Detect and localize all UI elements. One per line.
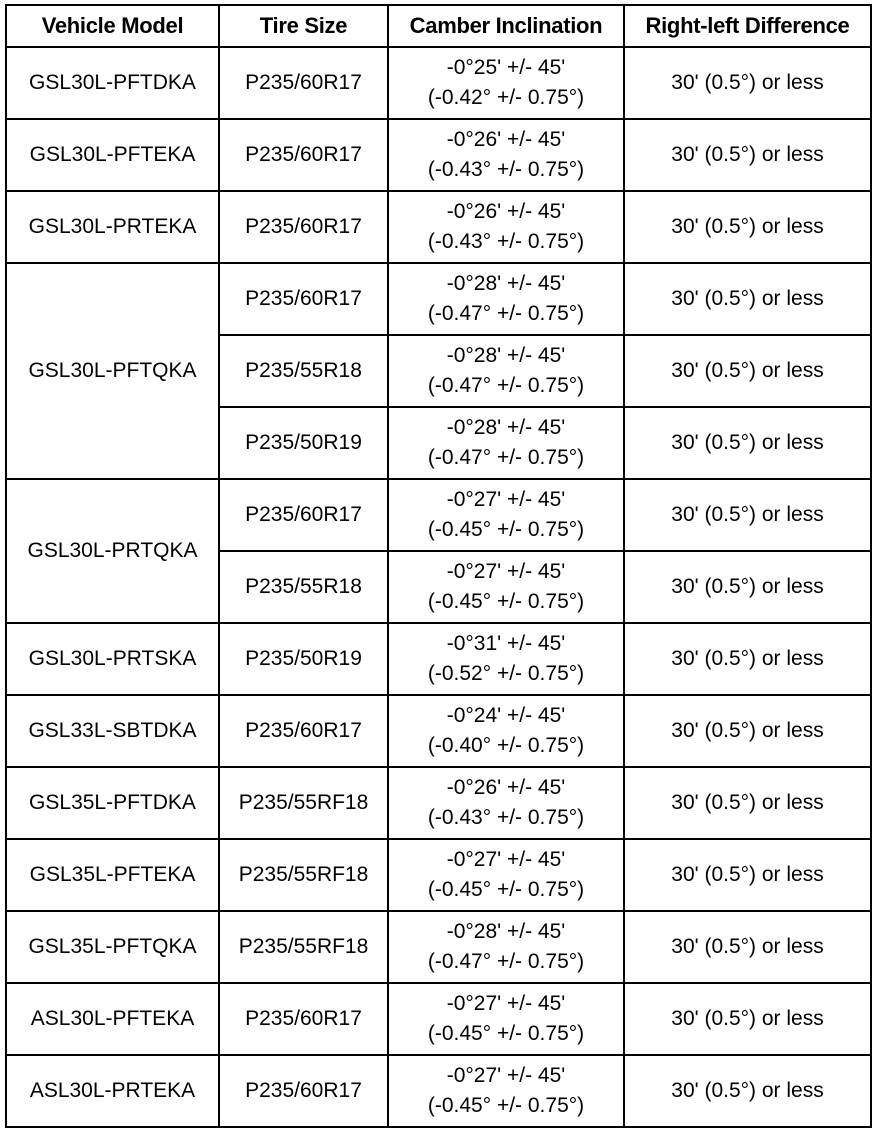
- camber-degrees: (-0.47° +/- 0.75°): [427, 302, 585, 325]
- difference-cell: 30' (0.5°) or less: [624, 623, 871, 695]
- difference-cell: 30' (0.5°) or less: [624, 911, 871, 983]
- header-row: [6, 5, 871, 47]
- tire-size-cell: P235/60R17: [219, 119, 388, 191]
- camber-minutes: -0°27' +/- 45': [446, 1064, 566, 1087]
- header-camber-inclination: Camber Inclination: [388, 5, 624, 47]
- camber-degrees: (-0.45° +/- 0.75°): [427, 1094, 585, 1117]
- difference-cell: 30' (0.5°) or less: [624, 551, 871, 623]
- table-row: [6, 47, 871, 119]
- difference-cell: 30' (0.5°) or less: [624, 119, 871, 191]
- camber-cell: [388, 1055, 624, 1127]
- camber-cell: [388, 695, 624, 767]
- camber-minutes: -0°27' +/- 45': [446, 560, 566, 583]
- camber-minutes: -0°28' +/- 45': [446, 344, 566, 367]
- vehicle-model-cell: GSL35L-PFTQKA: [6, 911, 219, 983]
- difference-cell: 30' (0.5°) or less: [624, 767, 871, 839]
- camber-cell: [388, 839, 624, 911]
- camber-degrees: (-0.52° +/- 0.75°): [427, 662, 585, 685]
- table-row: [6, 839, 871, 911]
- camber-degrees: (-0.42° +/- 0.75°): [427, 86, 585, 109]
- difference-cell: 30' (0.5°) or less: [624, 335, 871, 407]
- header-right-left-difference: Right-left Difference: [624, 5, 871, 47]
- table-row: [6, 119, 871, 191]
- camber-cell: [388, 47, 624, 119]
- vehicle-model-cell: GSL35L-PFTDKA: [6, 767, 219, 839]
- camber-cell: [388, 767, 624, 839]
- camber-cell: [388, 623, 624, 695]
- table-row: [6, 767, 871, 839]
- camber-degrees: (-0.43° +/- 0.75°): [427, 158, 585, 181]
- table-row: [6, 623, 871, 695]
- camber-degrees: (-0.47° +/- 0.75°): [427, 374, 585, 397]
- camber-minutes: -0°27' +/- 45': [446, 848, 566, 871]
- header-vehicle-model: Vehicle Model: [6, 5, 219, 47]
- camber-minutes: -0°28' +/- 45': [446, 272, 566, 295]
- tire-size-cell: P235/60R17: [219, 983, 388, 1055]
- camber-spec-table: [5, 4, 872, 1128]
- table-row: [6, 191, 871, 263]
- tire-size-cell: P235/60R17: [219, 479, 388, 551]
- tire-size-cell: P235/60R17: [219, 1055, 388, 1127]
- vehicle-model-cell: GSL35L-PFTEKA: [6, 839, 219, 911]
- tire-size-cell: P235/55RF18: [219, 839, 388, 911]
- camber-degrees: (-0.45° +/- 0.75°): [427, 878, 585, 901]
- table-row: [6, 479, 871, 551]
- vehicle-model-cell: GSL30L-PRTSKA: [6, 623, 219, 695]
- camber-degrees: (-0.45° +/- 0.75°): [427, 1022, 585, 1045]
- header-tire-size: Tire Size: [219, 5, 388, 47]
- vehicle-model-cell: GSL30L-PFTQKA: [6, 263, 219, 479]
- difference-cell: 30' (0.5°) or less: [624, 1055, 871, 1127]
- tire-size-cell: P235/55RF18: [219, 767, 388, 839]
- table-row: [6, 983, 871, 1055]
- tire-size-cell: P235/60R17: [219, 263, 388, 335]
- camber-cell: [388, 407, 624, 479]
- tire-size-cell: P235/55R18: [219, 335, 388, 407]
- camber-minutes: -0°28' +/- 45': [446, 920, 566, 943]
- difference-cell: 30' (0.5°) or less: [624, 695, 871, 767]
- camber-degrees: (-0.45° +/- 0.75°): [427, 518, 585, 541]
- camber-degrees: (-0.43° +/- 0.75°): [427, 806, 585, 829]
- camber-minutes: -0°31' +/- 45': [446, 632, 566, 655]
- table-header: [6, 5, 871, 47]
- tire-size-cell: P235/60R17: [219, 695, 388, 767]
- tire-size-cell: P235/50R19: [219, 407, 388, 479]
- camber-cell: [388, 335, 624, 407]
- vehicle-model-cell: ASL30L-PFTEKA: [6, 983, 219, 1055]
- vehicle-model-cell: GSL30L-PFTDKA: [6, 47, 219, 119]
- camber-minutes: -0°26' +/- 45': [446, 128, 566, 151]
- difference-cell: 30' (0.5°) or less: [624, 479, 871, 551]
- camber-minutes: -0°28' +/- 45': [446, 416, 566, 439]
- camber-minutes: -0°26' +/- 45': [446, 200, 566, 223]
- difference-cell: 30' (0.5°) or less: [624, 47, 871, 119]
- camber-cell: [388, 263, 624, 335]
- table-row: [6, 263, 871, 335]
- table-row: [6, 1055, 871, 1127]
- table-body: [6, 47, 871, 1127]
- camber-degrees: (-0.40° +/- 0.75°): [427, 734, 585, 757]
- camber-minutes: -0°24' +/- 45': [446, 704, 566, 727]
- camber-minutes: -0°26' +/- 45': [446, 776, 566, 799]
- camber-cell: [388, 983, 624, 1055]
- camber-minutes: -0°27' +/- 45': [446, 488, 566, 511]
- camber-minutes: -0°27' +/- 45': [446, 992, 566, 1015]
- vehicle-model-cell: GSL30L-PRTEKA: [6, 191, 219, 263]
- vehicle-model-cell: ASL30L-PRTEKA: [6, 1055, 219, 1127]
- camber-cell: [388, 191, 624, 263]
- table-row: [6, 911, 871, 983]
- camber-cell: [388, 551, 624, 623]
- camber-cell: [388, 911, 624, 983]
- difference-cell: 30' (0.5°) or less: [624, 263, 871, 335]
- camber-degrees: (-0.43° +/- 0.75°): [427, 230, 585, 253]
- tire-size-cell: P235/60R17: [219, 47, 388, 119]
- tire-size-cell: P235/55R18: [219, 551, 388, 623]
- vehicle-model-cell: GSL33L-SBTDKA: [6, 695, 219, 767]
- difference-cell: 30' (0.5°) or less: [624, 839, 871, 911]
- camber-cell: [388, 119, 624, 191]
- camber-minutes: -0°25' +/- 45': [446, 56, 566, 79]
- difference-cell: 30' (0.5°) or less: [624, 983, 871, 1055]
- camber-degrees: (-0.47° +/- 0.75°): [427, 950, 585, 973]
- tire-size-cell: P235/60R17: [219, 191, 388, 263]
- camber-degrees: (-0.45° +/- 0.75°): [427, 590, 585, 613]
- camber-cell: [388, 479, 624, 551]
- vehicle-model-cell: GSL30L-PFTEKA: [6, 119, 219, 191]
- difference-cell: 30' (0.5°) or less: [624, 407, 871, 479]
- tire-size-cell: P235/55RF18: [219, 911, 388, 983]
- table-row: [6, 695, 871, 767]
- camber-degrees: (-0.47° +/- 0.75°): [427, 446, 585, 469]
- difference-cell: 30' (0.5°) or less: [624, 191, 871, 263]
- tire-size-cell: P235/50R19: [219, 623, 388, 695]
- vehicle-model-cell: GSL30L-PRTQKA: [6, 479, 219, 623]
